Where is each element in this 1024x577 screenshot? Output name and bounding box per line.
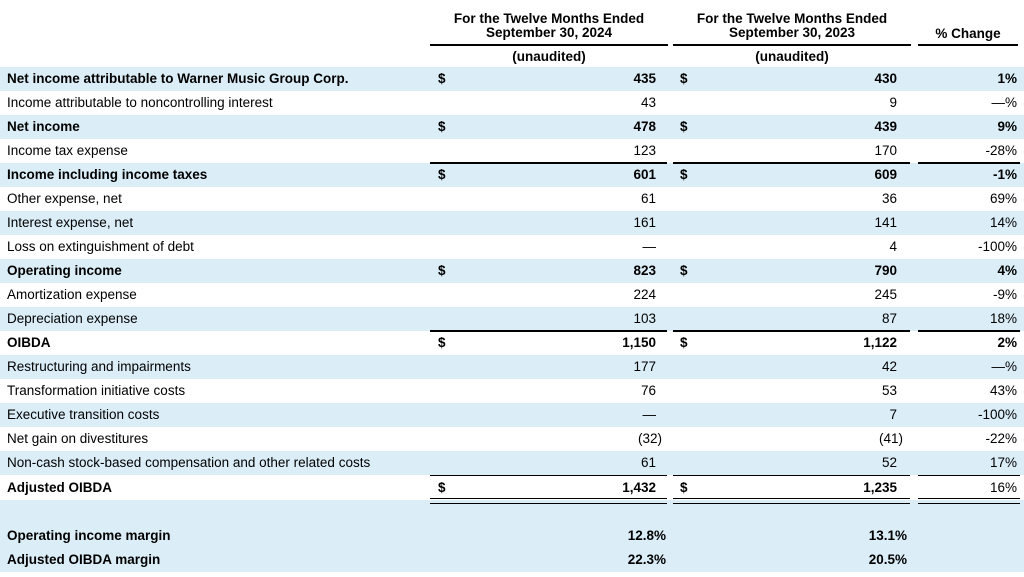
value-2023: 13.1% <box>868 528 907 543</box>
value-2024: 161 <box>633 215 656 230</box>
row-label: Operating income margin <box>7 528 171 543</box>
pct-change: -100% <box>977 239 1017 254</box>
pct-change: 16% <box>989 480 1017 495</box>
pct-change: 17% <box>989 455 1017 470</box>
currency-symbol: $ <box>438 263 446 278</box>
value-2024: 123 <box>633 143 656 158</box>
header-col-pct-rule <box>918 44 1018 46</box>
double-rule-2023 <box>673 498 910 504</box>
header-col-2023-title: For the Twelve Months Ended September 30, 2023 <box>696 11 888 40</box>
table-row <box>0 211 1024 235</box>
table-row <box>0 139 1024 163</box>
row-label: Adjusted OIBDA <box>7 480 113 495</box>
header-col-pct <box>918 0 1018 68</box>
value-2024: 1,432 <box>622 480 656 495</box>
pct-change: -1% <box>992 167 1017 182</box>
pct-change: 2% <box>997 335 1017 350</box>
value-2024: 12.8% <box>627 528 666 543</box>
value-2024: 601 <box>633 167 656 182</box>
value-2023: 1,122 <box>863 335 897 350</box>
table-row <box>0 91 1024 115</box>
table-row <box>0 355 1024 379</box>
currency-symbol: $ <box>680 263 688 278</box>
pct-change: —% <box>991 95 1017 110</box>
value-2023: 9 <box>889 95 897 110</box>
value-2024: 823 <box>633 263 656 278</box>
table-row <box>0 331 1024 355</box>
currency-symbol: $ <box>438 71 446 86</box>
table-row <box>0 283 1024 307</box>
rule-adjusted-oibda-top-2023 <box>673 475 910 476</box>
value-2024: 22.3% <box>627 552 666 567</box>
currency-symbol: $ <box>438 480 446 495</box>
currency-symbol: $ <box>680 167 688 182</box>
row-label: Depreciation expense <box>7 311 138 326</box>
row-label: Restructuring and impairments <box>7 359 191 374</box>
pct-change: —% <box>991 359 1017 374</box>
value-2023: 87 <box>881 311 897 326</box>
pct-change: -28% <box>985 143 1017 158</box>
value-2024: — <box>642 239 656 254</box>
pct-change: 1% <box>997 71 1017 86</box>
pct-change: -22% <box>985 431 1017 446</box>
header-col-2023-rule <box>673 44 911 46</box>
table-row <box>0 235 1024 259</box>
currency-symbol: $ <box>438 335 446 350</box>
pct-change: 43% <box>989 383 1017 398</box>
rule-oibda-pct <box>918 330 1020 332</box>
value-2023: 609 <box>874 167 897 182</box>
rule-adjusted-oibda-top-pct <box>918 475 1020 476</box>
row-label: Amortization expense <box>7 287 137 302</box>
value-2023: 53 <box>881 383 897 398</box>
table-row <box>0 476 1024 500</box>
currency-symbol: $ <box>680 119 688 134</box>
row-label: Income tax expense <box>7 143 128 158</box>
header-col-pct-title: % Change <box>935 26 1001 41</box>
row-label: Interest expense, net <box>7 215 134 230</box>
row-label: OIBDA <box>7 335 51 350</box>
pct-change: 9% <box>997 119 1017 134</box>
table-row <box>0 259 1024 283</box>
currency-symbol: $ <box>438 119 446 134</box>
value-2023: 790 <box>874 263 897 278</box>
header-col-2024-title: For the Twelve Months Ended September 30, 2024 <box>453 11 645 40</box>
table-row <box>0 548 1024 572</box>
rule-income-taxes-2023 <box>673 162 910 164</box>
double-rule-pct <box>918 498 1020 504</box>
value-2023: 1,235 <box>863 480 897 495</box>
value-2023: 430 <box>874 71 897 86</box>
value-2024: 76 <box>640 383 656 398</box>
value-2023: 20.5% <box>868 552 907 567</box>
table-row <box>0 115 1024 139</box>
value-2023: 42 <box>881 359 897 374</box>
rule-oibda-2024 <box>430 330 667 332</box>
table-row <box>0 451 1024 475</box>
header-col-2024-rule <box>430 44 668 46</box>
value-2023: 439 <box>874 119 897 134</box>
pct-change: -100% <box>977 407 1017 422</box>
table-row <box>0 163 1024 187</box>
row-label: Net gain on divestitures <box>7 431 149 446</box>
pct-change: 69% <box>989 191 1017 206</box>
value-2023: 170 <box>874 143 897 158</box>
row-label: Operating income <box>7 263 122 278</box>
currency-symbol: $ <box>680 480 688 495</box>
value-2023: 7 <box>889 407 897 422</box>
row-label: Other expense, net <box>7 191 122 206</box>
value-2024: 435 <box>633 71 656 86</box>
double-rule-2024 <box>430 498 667 504</box>
value-2024: 61 <box>640 455 656 470</box>
row-label: Income including income taxes <box>7 167 208 182</box>
row-label: Net income <box>7 119 80 134</box>
value-2024: 177 <box>633 359 656 374</box>
value-2024: (32) <box>637 431 662 446</box>
currency-symbol: $ <box>680 335 688 350</box>
value-2024: 43 <box>640 95 656 110</box>
table-row <box>0 307 1024 331</box>
value-2024: 61 <box>640 191 656 206</box>
row-label: Net income attributable to Warner Music Group Corp. <box>7 71 349 86</box>
table-row <box>0 524 1024 548</box>
row-label: Non-cash stock-based compensation and other related costs <box>7 455 371 470</box>
value-2024: 224 <box>633 287 656 302</box>
pct-change: 4% <box>997 263 1017 278</box>
rule-oibda-2023 <box>673 330 910 332</box>
currency-symbol: $ <box>680 71 688 86</box>
value-2023: 36 <box>881 191 897 206</box>
table-row <box>0 403 1024 427</box>
pct-change: 18% <box>989 311 1017 326</box>
currency-symbol: $ <box>438 167 446 182</box>
row-label: Loss on extinguishment of debt <box>7 239 194 254</box>
value-2023: 141 <box>874 215 897 230</box>
table-row <box>0 427 1024 451</box>
row-label: Transformation initiative costs <box>7 383 186 398</box>
value-2024: 103 <box>633 311 656 326</box>
rule-income-taxes-pct <box>918 162 1020 164</box>
pct-change: -9% <box>992 287 1017 302</box>
value-2023: 52 <box>881 455 897 470</box>
row-label: Executive transition costs <box>7 407 160 422</box>
rule-adjusted-oibda-top-2024 <box>430 475 667 476</box>
value-2023: 4 <box>889 239 897 254</box>
table-row <box>0 67 1024 91</box>
header-col-2024 <box>430 0 668 68</box>
value-2023: 245 <box>874 287 897 302</box>
table-row <box>0 187 1024 211</box>
value-2023: (41) <box>878 431 903 446</box>
value-2024: 478 <box>633 119 656 134</box>
value-2024: 1,150 <box>622 335 656 350</box>
header-col-2023 <box>673 0 911 68</box>
row-label: Adjusted OIBDA margin <box>7 552 161 567</box>
rule-income-taxes-2024 <box>430 162 667 164</box>
row-label: Income attributable to noncontrolling interest <box>7 95 273 110</box>
value-2024: — <box>642 407 656 422</box>
pct-change: 14% <box>989 215 1017 230</box>
header-col-2024-sub: (unaudited) <box>512 49 586 64</box>
table-row <box>0 379 1024 403</box>
header-col-2023-sub: (unaudited) <box>755 49 829 64</box>
